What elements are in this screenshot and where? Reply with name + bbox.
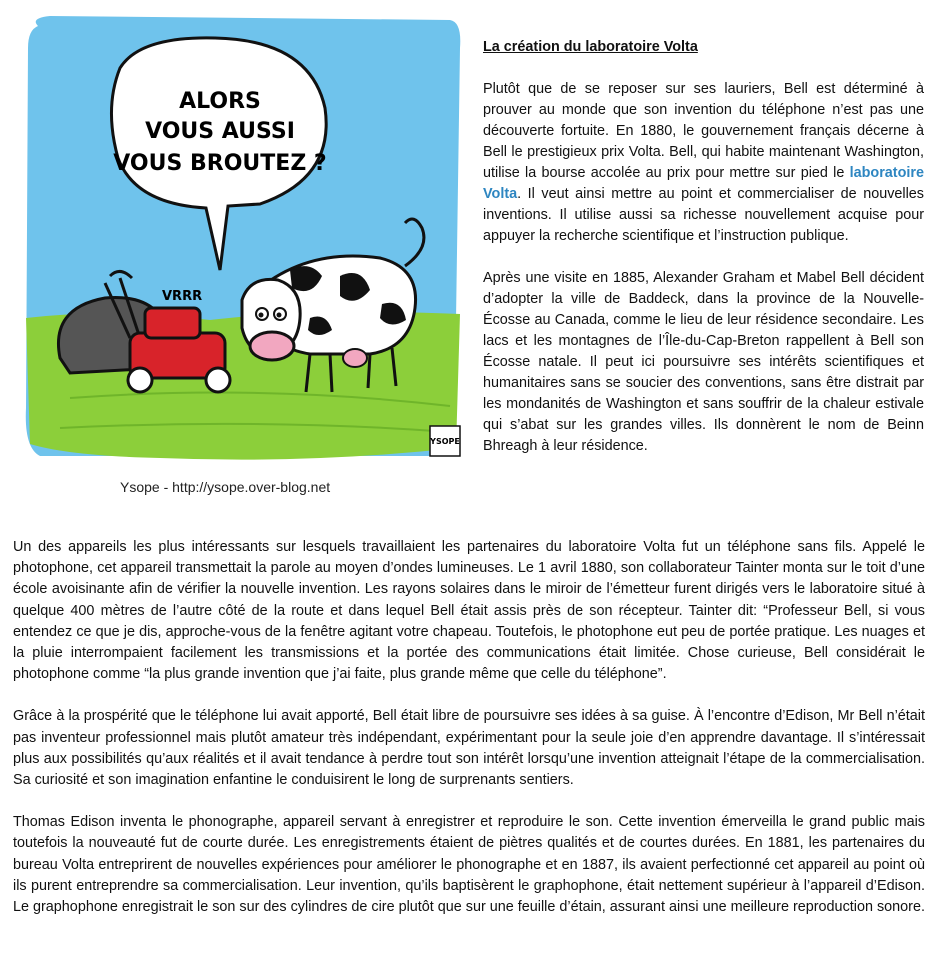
paragraph-1 [483, 79, 924, 247]
bottom-text [13, 537, 925, 939]
signature-text: YSOPE [430, 437, 460, 446]
image-caption: Ysope - http://ysope.over-blog.net [120, 479, 331, 495]
cartoon-illustration [10, 8, 465, 466]
paragraph-5: Thomas Edison inventa le phonographe, appareil servant à enregistrer et reproduire le son. Cette invention émerveilla le grand public mais toutefois la nouveauté fut de courte durée. Les enregistrements étaient de piètres qualités et de courtes durées. En 1881, les partenaires du bureau Volta entreprirent de nouvelles expériences pour améliorer le phonographe et en 1887, ils avaient perfectionné cet appareil au point où ils purent entreprendre sa commercialisation. Leur invention, qu’ils baptisèrent le graphophone, était nettement supérieur à l’appareil d’Edison. Le graphophone enregistrait le son sur des cylindres de cire plutôt que sur une feuille d’étain, assurant ainsi une meilleure reproduction sonore. [13, 814, 925, 916]
speech-line-1: ALORS [179, 89, 261, 114]
sound-effect: VRRR [162, 289, 203, 304]
cartoon-svg [10, 8, 465, 466]
section-title: La création du laboratoire Volta [483, 39, 698, 55]
speech-line-2: VOUS AUSSI [145, 119, 295, 144]
paragraph-2: Après une visite en 1885, Alexander Graham et Mabel Bell décident d’adopter la ville de Baddeck, dans la province de la Nouvelle-Écosse au Canada, comme le lieu de leur résidence secondaire. Les lacs et les montagnes de l’Île-du-Cap-Breton rappellent à Bell son Écosse natale. Il peut ici poursuivre ses intérêts scientifiques et humanitaires sans se soucier des conventions, sans être distrait par les mondanités de Washington et sans souffrir de la chaleur estivale qui s’abat sur les grandes villes. Ils donnèrent le nom de Beinn Bhreagh à leur résidence. [483, 270, 924, 454]
paragraph-4: Grâce à la prospérité que le téléphone lui avait apporté, Bell était libre de poursuivre ses idées à sa guise. À l’encontre d’Edison, Mr Bell n’était pas inventeur professionnel mais plutôt amateur très indépendant, expérimentant pour la seule joie d’en apprendre davantage. Il s’intéressait plus aux possibilités qu’aux réalités et il avait tendance à perdre tout son intérêt lorsqu’une invention atteignait l’étape de la commercialisation. Sa curiosité et son imagination enfantine le conduisirent le long de surprenants sentiers. [13, 708, 925, 789]
speech-line-3: VOUS BROUTEZ ? [113, 151, 327, 176]
paragraph-1-text-a: Plutôt que de se reposer sur ses lauriers, Bell est déterminé à prouver au monde que son invention du téléphone n’est pas une découverte fortuite. En 1880, le gouvernement français décerne à Bell le prestigieux prix Volta. Bell, qui habite maintenant Washington, utilise la bourse accolée au prix pour mettre sur pied le [483, 81, 924, 181]
paragraph-1-text-b: . Il veut ainsi mettre au point et commercialiser de nouvelles inventions. Il utilise aussi sa richesse nouvellement acquise pour appuyer la recherche scientifique et l’instruction publique. [483, 186, 924, 244]
paragraph-3: Un des appareils les plus intéressants sur lesquels travaillaient les partenaires du laboratoire Volta fut un téléphone sans fils. Appelé le photophone, cet appareil transmettait la parole au moyen d’ondes lumineuses. Le 1 avril 1880, son collaborateur Tainter monta sur le toit d’une école avoisinante afin de vérifier la nouvelle invention. Les rayons solaires dans le miroir de l’émetteur furent dirigés vers le laboratoire situé à quelque 400 mètres de l’autre côté de la route et dans lequel Bell était assis près de son récepteur. Tainter dit: “Professeur Bell, si vous entendez ce que je dis, approche-vous de la fenêtre agitant votre chapeau. Toutefois, le photophone eut peu de portée pratique. Les nuages et la pluie interrompaient facilement les transmissions et la portée des communications était limitée. Chose curieuse, Bell considérait le photophone comme “la plus grande invention que j’ai faite, plus grande même que celle du téléphone”. [13, 539, 925, 683]
right-column [483, 37, 924, 478]
artist-signature [429, 426, 460, 456]
laboratoire-volta-link[interactable]: laboratoire Volta [483, 165, 924, 202]
